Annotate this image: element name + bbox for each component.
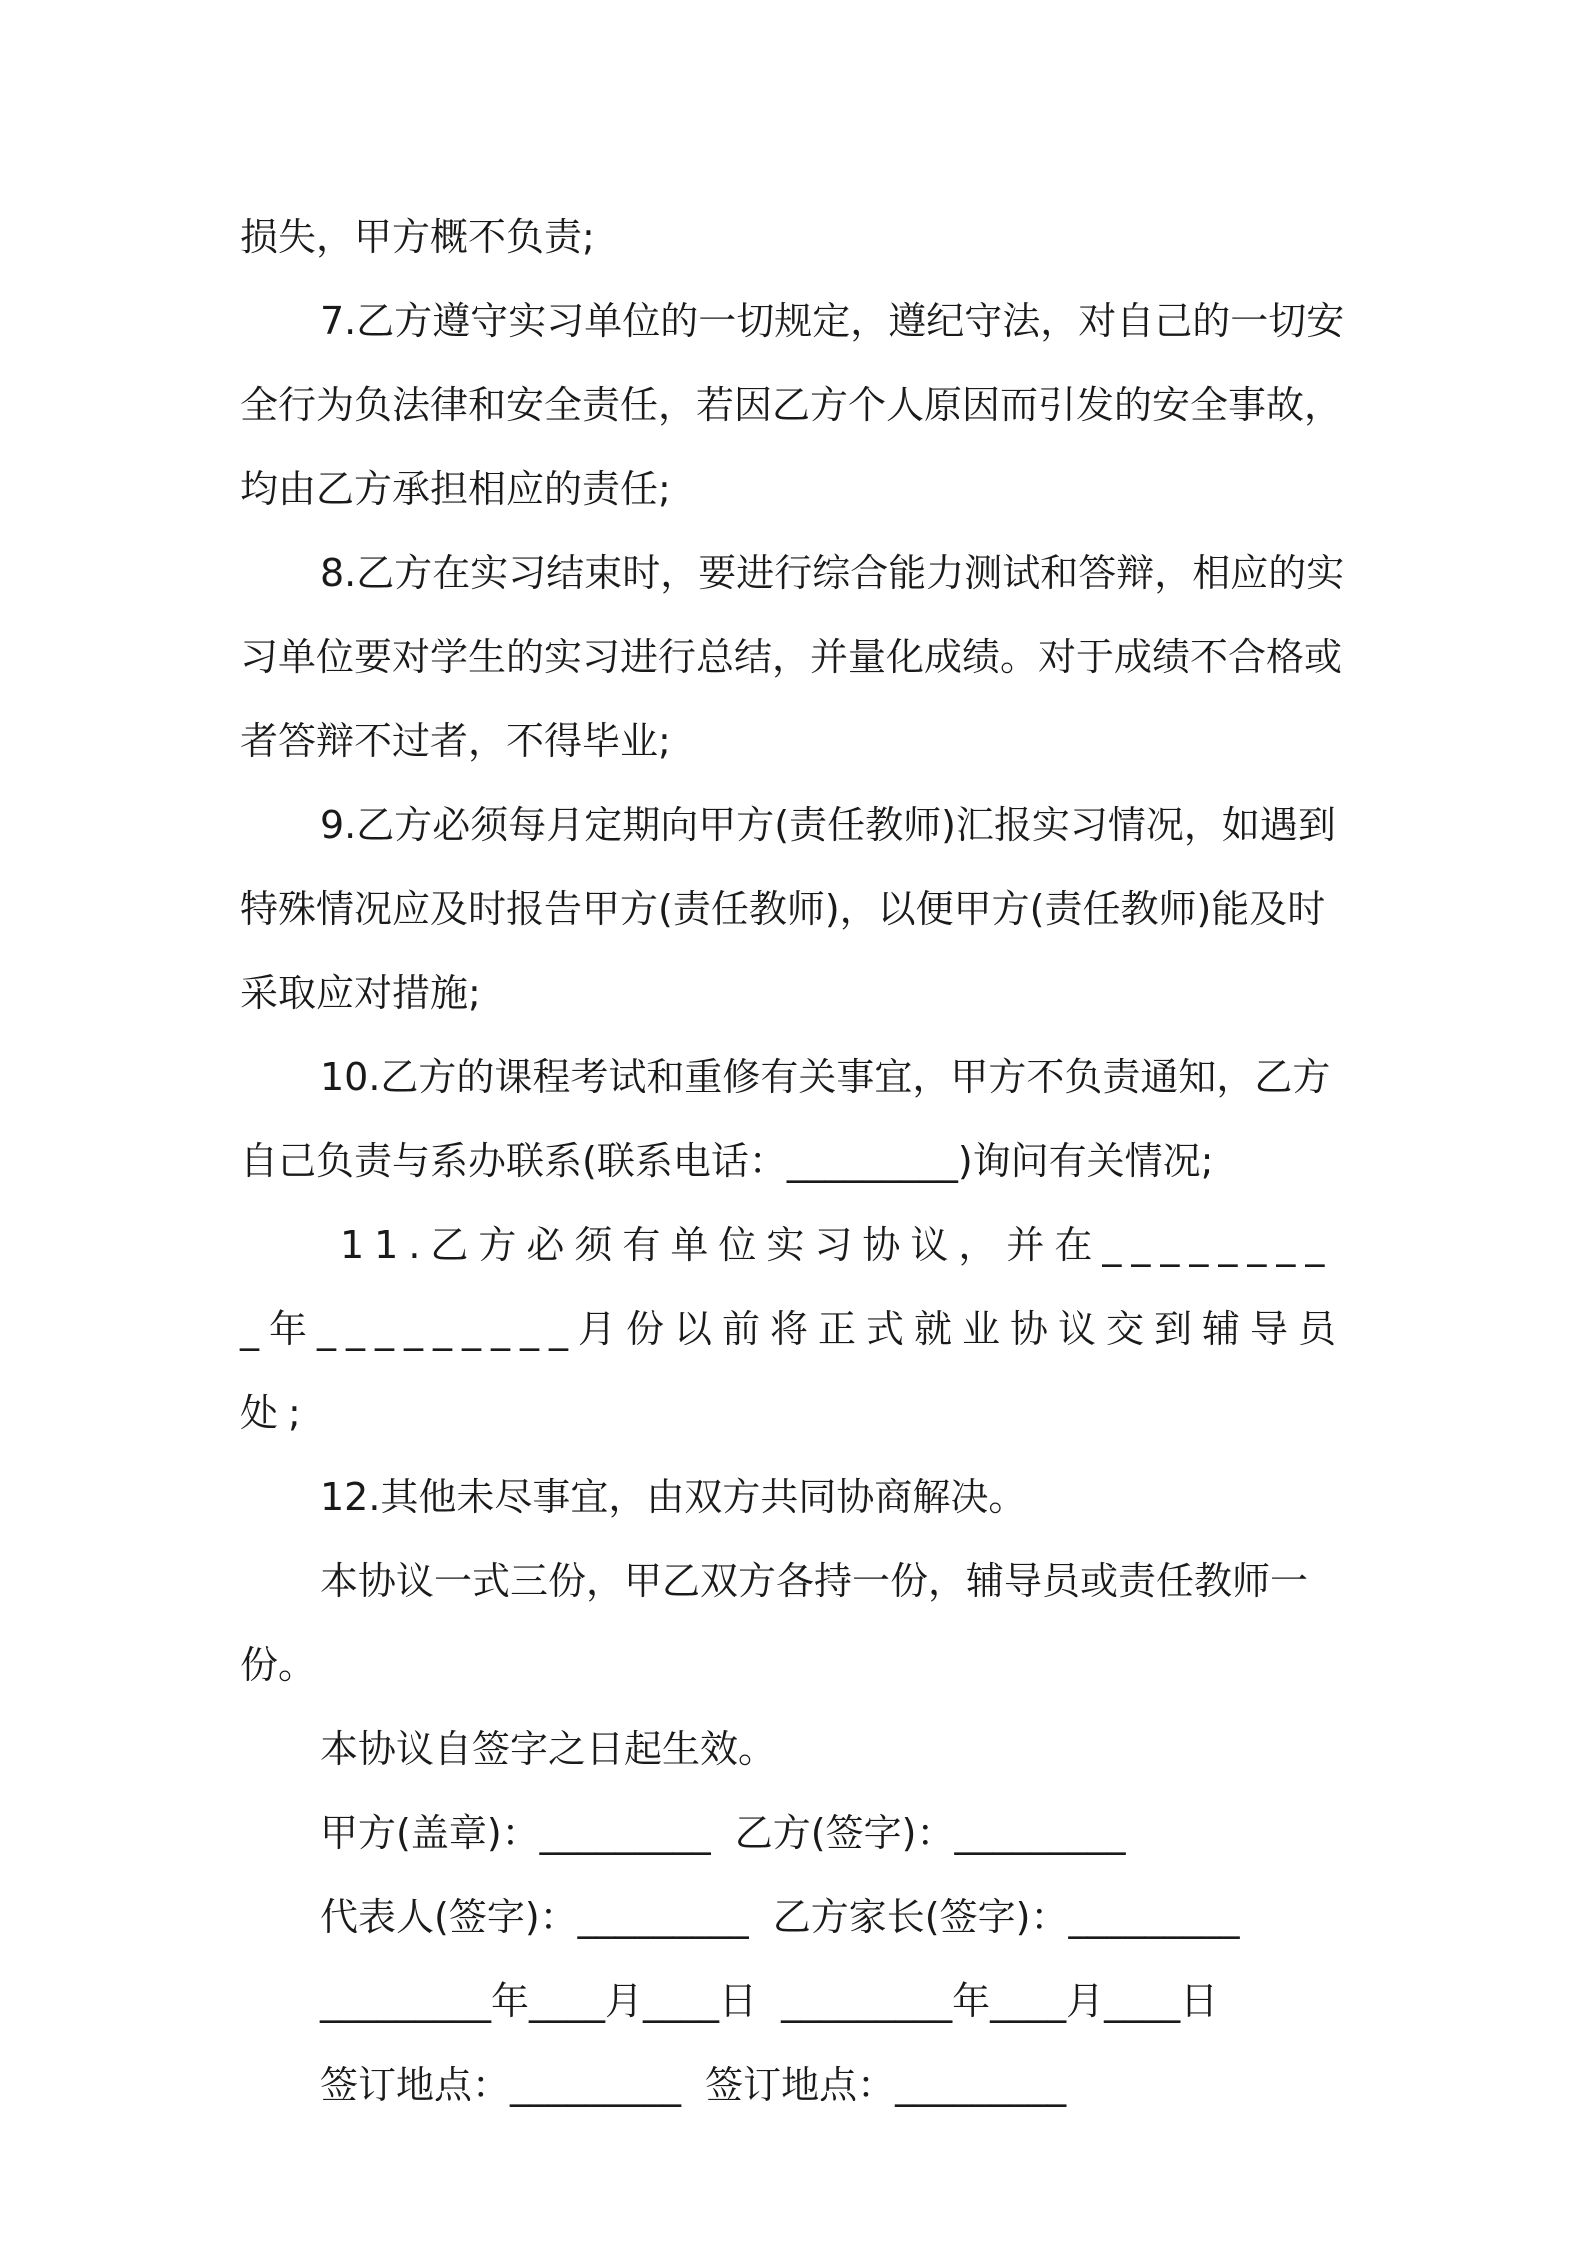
clause-7: 7.乙方遵守实习单位的一切规定，遵纪守法，对自己的一切安全行为负法律和安全责任，若因乙方个人原因而引发的安全事故，均由乙方承担相应的责任; (240, 299, 1345, 511)
effective-clause: 本协议自签字之日起生效。 (320, 1727, 777, 1771)
signature-block (240, 1791, 1355, 2127)
signature-representative-line: 代表人(签字)：_________ 乙方家长(签字)：_________ (320, 1895, 1240, 1939)
signature-party-line: 甲方(盖章)：_________ 乙方(签字)：_________ (320, 1811, 1126, 1855)
signature-date-line: _________年____月____日 _________年____月____日 (320, 1979, 1219, 2023)
clause-8: 8.乙方在实习结束时，要进行综合能力测试和答辩，相应的实习单位要对学生的实习进行总结，并量化成绩。对于成绩不合格或者答辩不过者，不得毕业; (240, 551, 1345, 763)
signature-location-line: 签订地点：_________ 签订地点：_________ (320, 2063, 1067, 2107)
paragraph-loss: 损失，甲方概不负责; (240, 215, 595, 259)
clause-9: 9.乙方必须每月定期向甲方(责任教师)汇报实习情况，如遇到特殊情况应及时报告甲方(责任教师)，以便甲方(责任教师)能及时采取应对措施; (240, 803, 1336, 1015)
clause-10: 10.乙方的课程考试和重修有关事宜，甲方不负责通知，乙方自己负责与系办联系(联系电话：_________)询问有关情况; (240, 1055, 1331, 1183)
clause-11: 11.乙方必须有单位实习协议，并在_________年_________月份以前将正式就业协议交到辅导员处; (240, 1223, 1347, 1435)
copies-clause: 本协议一式三份，甲乙双方各持一份，辅导员或责任教师一份。 (240, 1559, 1309, 1687)
document-body (240, 195, 1355, 2127)
clause-12: 12.其他未尽事宜，由双方共同协商解决。 (320, 1475, 1027, 1519)
